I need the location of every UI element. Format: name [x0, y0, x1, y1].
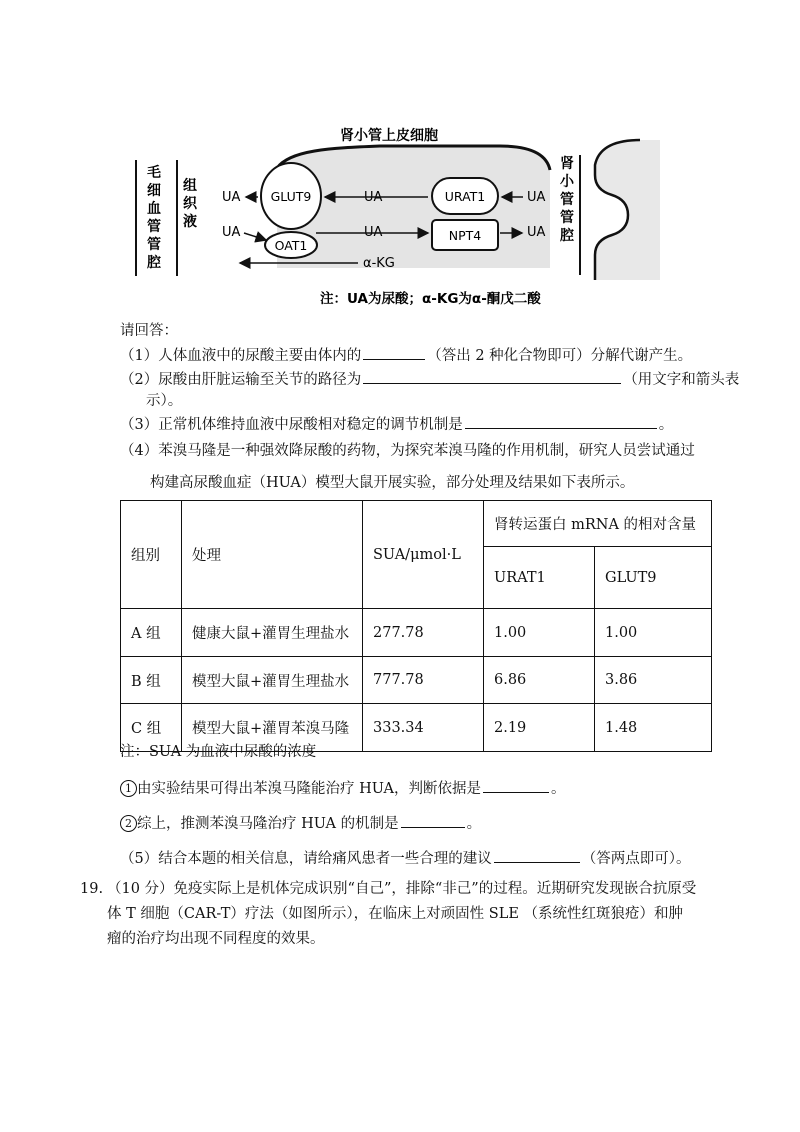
- header-sua: SUA/μmol·L: [363, 501, 484, 609]
- svg-text:管: 管: [147, 219, 161, 235]
- answer-blank-6[interactable]: [494, 848, 580, 863]
- cell-treatment: 健康大鼠+灌胃生理盐水: [182, 609, 363, 657]
- ua-label-5: UA: [364, 225, 383, 240]
- capillary-lumen-label: [147, 164, 161, 271]
- tissue-fluid-label: [183, 177, 198, 230]
- header-urat1: URAT1: [484, 547, 595, 609]
- question-19-line-3: 瘤的治疗均出现不同程度的效果。: [107, 931, 325, 947]
- answer-blank-5[interactable]: [401, 813, 465, 828]
- table-row: [121, 609, 712, 657]
- cell-sua: 277.78: [363, 609, 484, 657]
- svg-text:管: 管: [560, 210, 574, 226]
- header-treatment: 处理: [182, 501, 363, 609]
- npt4-label: NPT4: [448, 228, 482, 243]
- tubule-lumen-label: [560, 155, 575, 244]
- cell-sua: 777.78: [363, 657, 484, 704]
- cell-treatment: 模型大鼠+灌胃生理盐水: [182, 657, 363, 704]
- subquestion-2: 2 综上，推测苯溴马隆治疗 HUA 的机制是 。: [120, 813, 481, 834]
- ua-label-2: UA: [364, 190, 383, 205]
- header-group: 组别: [121, 501, 182, 609]
- header-mrna: 肾转运蛋白 mRNA 的相对含量: [484, 501, 712, 547]
- diagram-note: 注：UA为尿酸；α-KG为α-酮戊二酸: [320, 291, 541, 307]
- question-19-line-1: （10 分）免疫实际上是机体完成识别“自己”，排除“非己”的过程。近期研究发现嵌合抗原受: [107, 881, 697, 897]
- svg-text:织: 织: [183, 196, 197, 212]
- ua-label-1: UA: [222, 190, 241, 205]
- oat1-label: OAT1: [274, 238, 308, 253]
- cell-treatment: 模型大鼠+灌胃苯溴马隆: [182, 704, 363, 752]
- cell-sua: 333.34: [363, 704, 484, 752]
- uric-acid-transport-diagram: [0, 0, 800, 320]
- circled-number-2: 2: [120, 815, 137, 832]
- svg-text:毛: 毛: [147, 165, 161, 181]
- question-19-number: 19.: [80, 881, 104, 897]
- cell-group: C 组: [121, 704, 182, 752]
- answer-blank-3[interactable]: [465, 414, 657, 429]
- svg-text:液: 液: [183, 214, 197, 230]
- cell-glut9: 3.86: [595, 657, 712, 704]
- question-2: （2）尿酸由肝脏运输至关节的路径为 （用文字和箭头表: [120, 369, 739, 390]
- svg-text:小: 小: [560, 174, 574, 190]
- akg-label: α-KG: [363, 256, 395, 271]
- question-19-line-2: 体 T 细胞（CAR-T）疗法（如图所示），在临床上对顽固性 SLE （系统性红斑狼疮）和肿: [107, 906, 684, 922]
- table-row: [121, 657, 712, 704]
- question-3: （3）正常机体维持血液中尿酸相对稳定的调节机制是 。: [120, 414, 673, 435]
- question-4-line-1: （4）苯溴马隆是一种强效降尿酸的药物，为探究苯溴马隆的作用机制，研究人员尝试通过: [120, 443, 695, 459]
- svg-text:腔: 腔: [147, 255, 161, 271]
- glut9-label: GLUT9: [270, 189, 312, 204]
- question-5: （5）结合本题的相关信息，请给痛风患者一些合理的建议 （答两点即可）。: [120, 848, 690, 869]
- table-note: 注：SUA 为血液中尿酸的浓度: [120, 744, 317, 760]
- question-4-line-2: 构建高尿酸血症（HUA）模型大鼠开展实验，部分处理及结果如下表所示。: [150, 475, 635, 491]
- urat1-label: URAT1: [444, 189, 486, 204]
- results-table: [120, 500, 712, 752]
- svg-text:管: 管: [560, 192, 574, 208]
- ua-label-3: UA: [527, 190, 546, 205]
- cell-group: B 组: [121, 657, 182, 704]
- ua-label-6: UA: [527, 225, 546, 240]
- svg-text:肾: 肾: [560, 156, 574, 172]
- answer-blank-1[interactable]: [363, 345, 425, 360]
- header-glut9: GLUT9: [595, 547, 712, 609]
- question-1: （1）人体血液中的尿酸主要由体内的 （答出 2 种化合物即可）分解代谢产生。: [120, 345, 692, 366]
- question-2-cont: 示）。: [146, 393, 183, 409]
- cell-urat1: 6.86: [484, 657, 595, 704]
- cell-glut9: 1.00: [595, 609, 712, 657]
- cell-urat1: 2.19: [484, 704, 595, 752]
- subquestion-1: 1 由实验结果可得出苯溴马隆能治疗 HUA，判断依据是 。: [120, 778, 566, 799]
- answer-blank-2[interactable]: [363, 369, 621, 384]
- svg-text:血: 血: [147, 201, 161, 217]
- cell-urat1: 1.00: [484, 609, 595, 657]
- cell-glut9: 1.48: [595, 704, 712, 752]
- answer-blank-4[interactable]: [483, 778, 549, 793]
- svg-text:组: 组: [183, 178, 197, 194]
- svg-text:细: 细: [147, 183, 161, 199]
- epithelial-cell-label: 肾小管上皮细胞: [340, 128, 438, 144]
- ua-label-4: UA: [222, 225, 241, 240]
- cell-group: A 组: [121, 609, 182, 657]
- answer-prompt: 请回答：: [120, 323, 178, 339]
- circled-number-1: 1: [120, 780, 137, 797]
- svg-text:腔: 腔: [560, 228, 574, 244]
- svg-text:管: 管: [147, 237, 161, 253]
